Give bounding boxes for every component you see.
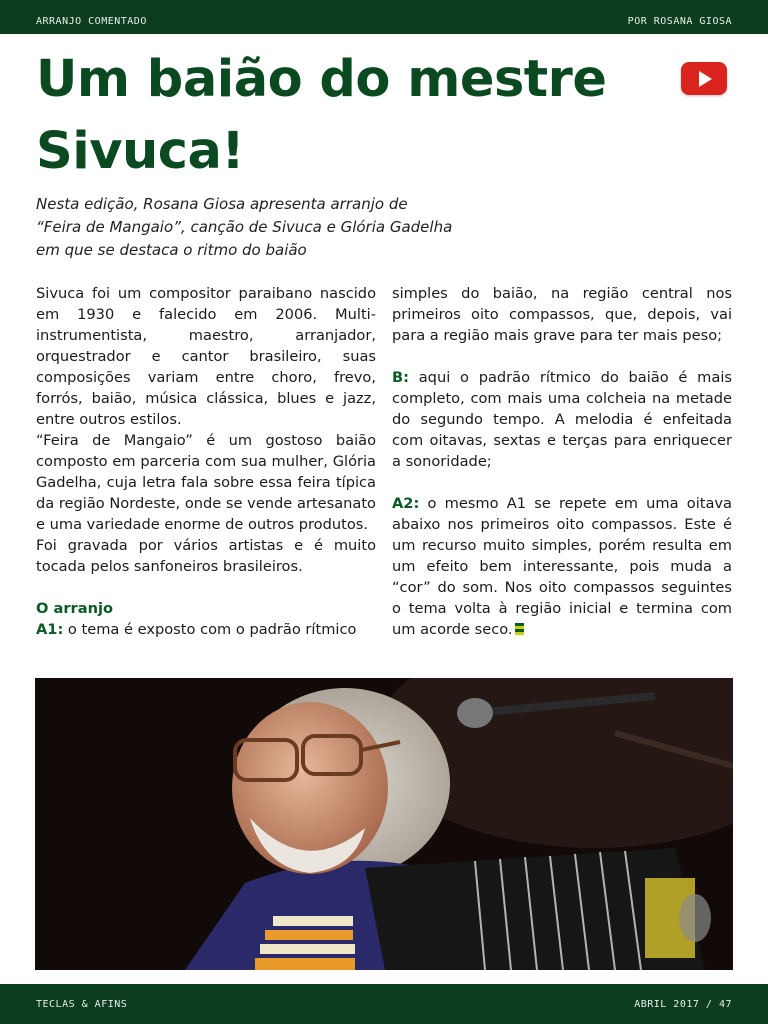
youtube-play-icon[interactable]: [681, 62, 727, 95]
header-bar: [0, 0, 768, 34]
magazine-name: TECLAS & AFINS: [36, 999, 128, 1010]
photo-sivuca-accordion: [35, 678, 733, 970]
label-b: B:: [392, 369, 409, 386]
paragraph-a1-start: [36, 619, 376, 640]
a1-text-left: o tema é exposto com o padrão rítmico: [63, 621, 357, 638]
label-a2: A2:: [392, 495, 420, 512]
end-of-article-icon: [515, 623, 524, 635]
section-heading-arranjo: O arranjo: [36, 600, 113, 617]
a2-text: o mesmo A1 se repete em uma oitava abaixo nos primeiros oito compassos. Este é um recurso muito simples, porém resulta em um efeito bem interessante, pois muda a “cor” do som. Nos oito compassos seguintes o tema volta à região inicial e termina com um acorde seco.: [392, 495, 732, 638]
b-text: aqui o padrão rítmico do baião é mais completo, com mais uma colcheia na metade do segundo tempo. A melodia é enfeitada com oitavas, sextas e terças para enriquecer a sonoridade;: [392, 369, 732, 470]
paragraph-song: “Feira de Mangaio” é um gostoso baião composto em parceria com sua mulher, Glória Gadelha, cuja letra fala sobre essa feira típica da região Nordeste, onde se vende artesanato e uma variedade enorme de outros produtos.: [36, 432, 376, 533]
label-a1: A1:: [36, 621, 64, 638]
paragraph-recordings: Foi gravada por vários artistas e é muito tocada pelos sanfoneiros brasileiros.: [36, 537, 376, 575]
footer-bar: [0, 984, 768, 1024]
paragraph-bio: Sivuca foi um compositor paraibano nascido em 1930 e falecido em 2006. Multi-instrumentista, maestro, arranjador, orquestrador e cantor brasileiro, suas composições variam entre choro, frevo, forrós, baião, música clássica, blues e jazz, entre outros estilos.: [36, 285, 376, 428]
article-title: Um baião do mestre Sivuca!: [36, 50, 607, 181]
paragraph-a2: [392, 493, 732, 640]
article-lead: Nesta edição, Rosana Giosa apresenta arranjo de “Feira de Mangaio”, canção de Sivuca e Glória Gadelha em que se destaca o ritmo do baião: [36, 195, 453, 259]
paragraph-b: [392, 367, 732, 472]
article-column-left: [36, 283, 376, 640]
article-column-right: [392, 283, 732, 640]
author-label: POR ROSANA GIOSA: [627, 16, 732, 27]
issue-page-number: ABRIL 2017 / 47: [634, 999, 732, 1010]
a1-text-right: simples do baião, na região central nos primeiros oito compassos, que, depois, vai para a região mais grave para ter mais peso;: [392, 285, 732, 344]
section-label: ARRANJO COMENTADO: [36, 16, 147, 27]
